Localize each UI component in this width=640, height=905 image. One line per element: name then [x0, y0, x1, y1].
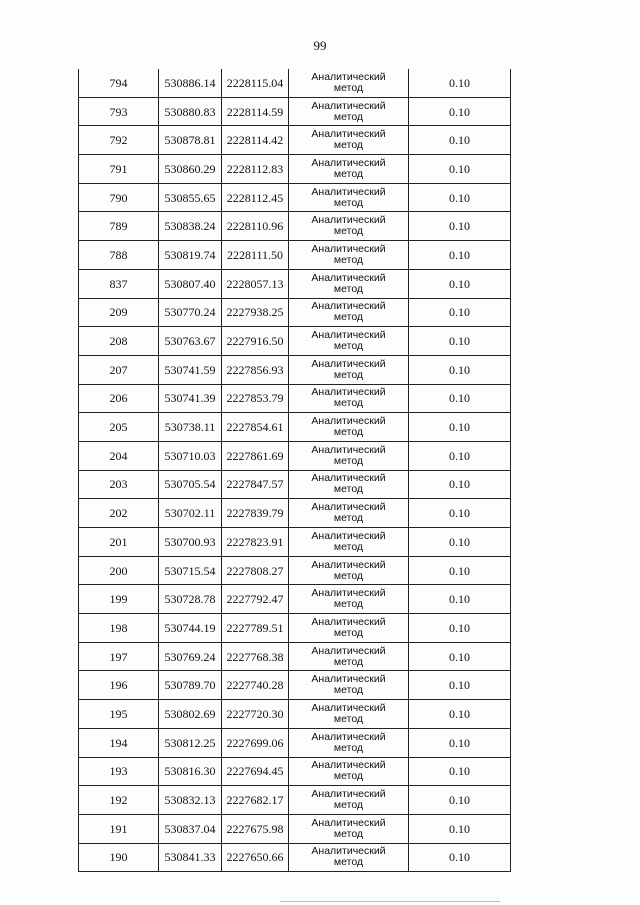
method-line-2: метод	[333, 827, 364, 840]
method-line-2: метод	[333, 81, 364, 94]
accuracy-cell: 0.10	[409, 700, 511, 729]
method-line-1: Аналитический	[311, 242, 386, 255]
x-coordinate-cell: 530763.67	[159, 327, 222, 356]
table-row	[79, 728, 511, 757]
method-line-1: Аналитический	[311, 558, 386, 571]
method-line-2: метод	[333, 311, 364, 324]
point-number-cell: 190	[79, 843, 159, 872]
table-row	[79, 413, 511, 442]
method-line-2: метод	[333, 770, 364, 783]
y-coordinate-cell: 2227650.66	[222, 843, 289, 872]
table-row	[79, 642, 511, 671]
accuracy-cell: 0.10	[409, 155, 511, 184]
accuracy-cell: 0.10	[409, 126, 511, 155]
method-line-1: Аналитический	[311, 730, 386, 743]
method-line-1: Аналитический	[311, 128, 386, 141]
method-cell	[289, 298, 409, 327]
y-coordinate-cell: 2228111.50	[222, 241, 289, 270]
point-number-cell: 199	[79, 585, 159, 614]
method-cell	[289, 671, 409, 700]
x-coordinate-cell: 530710.03	[159, 441, 222, 470]
x-coordinate-cell: 530738.11	[159, 413, 222, 442]
method-line-2: метод	[333, 741, 364, 754]
accuracy-cell: 0.10	[409, 728, 511, 757]
point-number-cell: 792	[79, 126, 159, 155]
y-coordinate-cell: 2227853.79	[222, 384, 289, 413]
x-coordinate-cell: 530769.24	[159, 642, 222, 671]
accuracy-cell: 0.10	[409, 642, 511, 671]
point-number-cell: 791	[79, 155, 159, 184]
method-line-1: Аналитический	[311, 673, 386, 686]
method-cell	[289, 355, 409, 384]
x-coordinate-cell: 530741.39	[159, 384, 222, 413]
method-cell	[289, 212, 409, 241]
point-number-cell: 193	[79, 757, 159, 786]
method-cell	[289, 69, 409, 97]
point-number-cell: 191	[79, 814, 159, 843]
method-line-2: метод	[333, 139, 364, 152]
accuracy-cell: 0.10	[409, 327, 511, 356]
method-cell	[289, 183, 409, 212]
x-coordinate-cell: 530789.70	[159, 671, 222, 700]
table-row	[79, 327, 511, 356]
method-line-2: метод	[333, 368, 364, 381]
x-coordinate-cell: 530741.59	[159, 355, 222, 384]
point-number-cell: 192	[79, 786, 159, 815]
table-row	[79, 269, 511, 298]
table-row	[79, 183, 511, 212]
method-line-1: Аналитический	[311, 185, 386, 198]
table-row	[79, 355, 511, 384]
point-number-cell: 202	[79, 499, 159, 528]
method-line-1: Аналитический	[311, 529, 386, 542]
method-line-2: метод	[333, 799, 364, 812]
method-line-1: Аналитический	[311, 271, 386, 284]
table-row	[79, 556, 511, 585]
coordinates-table-body	[79, 69, 511, 872]
method-cell	[289, 528, 409, 557]
method-cell	[289, 585, 409, 614]
table-row	[79, 470, 511, 499]
table-row	[79, 700, 511, 729]
x-coordinate-cell: 530812.25	[159, 728, 222, 757]
table-row	[79, 212, 511, 241]
method-line-1: Аналитический	[311, 300, 386, 313]
method-line-2: метод	[333, 512, 364, 525]
point-number-cell: 790	[79, 183, 159, 212]
accuracy-cell: 0.10	[409, 441, 511, 470]
point-number-cell: 789	[79, 212, 159, 241]
point-number-cell: 203	[79, 470, 159, 499]
accuracy-cell: 0.10	[409, 757, 511, 786]
method-line-2: метод	[333, 340, 364, 353]
method-line-1: Аналитический	[311, 472, 386, 485]
method-cell	[289, 413, 409, 442]
y-coordinate-cell: 2227720.30	[222, 700, 289, 729]
table-row	[79, 441, 511, 470]
accuracy-cell: 0.10	[409, 69, 511, 97]
method-line-2: метод	[333, 483, 364, 496]
point-number-cell: 196	[79, 671, 159, 700]
method-cell	[289, 470, 409, 499]
y-coordinate-cell: 2227808.27	[222, 556, 289, 585]
point-number-cell: 206	[79, 384, 159, 413]
method-cell	[289, 441, 409, 470]
accuracy-cell: 0.10	[409, 614, 511, 643]
y-coordinate-cell: 2227682.17	[222, 786, 289, 815]
method-line-1: Аналитический	[311, 816, 386, 829]
table-row	[79, 126, 511, 155]
accuracy-cell: 0.10	[409, 470, 511, 499]
table-row	[79, 585, 511, 614]
method-cell	[289, 814, 409, 843]
method-cell	[289, 700, 409, 729]
y-coordinate-cell: 2228057.13	[222, 269, 289, 298]
y-coordinate-cell: 2227789.51	[222, 614, 289, 643]
x-coordinate-cell: 530837.04	[159, 814, 222, 843]
method-cell	[289, 384, 409, 413]
method-line-1: Аналитический	[311, 587, 386, 600]
method-line-1: Аналитический	[311, 415, 386, 428]
method-line-1: Аналитический	[311, 329, 386, 342]
method-line-2: метод	[333, 598, 364, 611]
x-coordinate-cell: 530838.24	[159, 212, 222, 241]
method-cell	[289, 614, 409, 643]
x-coordinate-cell: 530819.74	[159, 241, 222, 270]
table-row	[79, 843, 511, 872]
x-coordinate-cell: 530728.78	[159, 585, 222, 614]
y-coordinate-cell: 2227856.93	[222, 355, 289, 384]
point-number-cell: 201	[79, 528, 159, 557]
point-number-cell: 208	[79, 327, 159, 356]
y-coordinate-cell: 2228115.04	[222, 69, 289, 97]
table-row	[79, 499, 511, 528]
x-coordinate-cell: 530841.33	[159, 843, 222, 872]
accuracy-cell: 0.10	[409, 499, 511, 528]
accuracy-cell: 0.10	[409, 786, 511, 815]
accuracy-cell: 0.10	[409, 212, 511, 241]
point-number-cell: 207	[79, 355, 159, 384]
x-coordinate-cell: 530802.69	[159, 700, 222, 729]
x-coordinate-cell: 530860.29	[159, 155, 222, 184]
method-line-1: Аналитический	[311, 156, 386, 169]
y-coordinate-cell: 2227740.28	[222, 671, 289, 700]
method-line-2: метод	[333, 856, 364, 869]
method-cell	[289, 556, 409, 585]
y-coordinate-cell: 2227694.45	[222, 757, 289, 786]
y-coordinate-cell: 2227699.06	[222, 728, 289, 757]
accuracy-cell: 0.10	[409, 843, 511, 872]
y-coordinate-cell: 2227675.98	[222, 814, 289, 843]
table-row	[79, 241, 511, 270]
table-row	[79, 814, 511, 843]
page-number: 99	[313, 38, 327, 53]
point-number-cell: 788	[79, 241, 159, 270]
coordinates-table	[78, 69, 511, 872]
method-cell	[289, 728, 409, 757]
point-number-cell: 204	[79, 441, 159, 470]
x-coordinate-cell: 530832.13	[159, 786, 222, 815]
x-coordinate-cell: 530705.54	[159, 470, 222, 499]
y-coordinate-cell: 2227861.69	[222, 441, 289, 470]
table-row	[79, 384, 511, 413]
x-coordinate-cell: 530878.81	[159, 126, 222, 155]
method-line-1: Аналитический	[311, 615, 386, 628]
x-coordinate-cell: 530702.11	[159, 499, 222, 528]
accuracy-cell: 0.10	[409, 556, 511, 585]
method-cell	[289, 155, 409, 184]
method-line-2: метод	[333, 454, 364, 467]
point-number-cell: 197	[79, 642, 159, 671]
method-line-2: метод	[333, 282, 364, 295]
method-cell	[289, 642, 409, 671]
x-coordinate-cell: 530807.40	[159, 269, 222, 298]
method-line-1: Аналитический	[311, 759, 386, 772]
accuracy-cell: 0.10	[409, 528, 511, 557]
method-line-2: метод	[333, 397, 364, 410]
method-line-1: Аналитический	[311, 99, 386, 112]
accuracy-cell: 0.10	[409, 413, 511, 442]
method-line-2: метод	[333, 626, 364, 639]
point-number-cell: 205	[79, 413, 159, 442]
point-number-cell: 195	[79, 700, 159, 729]
method-cell	[289, 786, 409, 815]
y-coordinate-cell: 2227847.57	[222, 470, 289, 499]
method-line-1: Аналитический	[311, 845, 386, 858]
method-cell	[289, 843, 409, 872]
accuracy-cell: 0.10	[409, 384, 511, 413]
method-line-2: метод	[333, 569, 364, 582]
point-number-cell: 198	[79, 614, 159, 643]
x-coordinate-cell: 530855.65	[159, 183, 222, 212]
method-cell	[289, 499, 409, 528]
method-line-1: Аналитический	[311, 214, 386, 227]
bottom-divider	[280, 901, 500, 902]
table-row	[79, 671, 511, 700]
point-number-cell: 837	[79, 269, 159, 298]
method-line-2: метод	[333, 426, 364, 439]
y-coordinate-cell: 2227823.91	[222, 528, 289, 557]
method-line-1: Аналитический	[311, 443, 386, 456]
method-cell	[289, 757, 409, 786]
method-line-2: метод	[333, 225, 364, 238]
table-row	[79, 69, 511, 97]
table-row	[79, 757, 511, 786]
y-coordinate-cell: 2228112.45	[222, 183, 289, 212]
y-coordinate-cell: 2228110.96	[222, 212, 289, 241]
accuracy-cell: 0.10	[409, 585, 511, 614]
y-coordinate-cell: 2227854.61	[222, 413, 289, 442]
method-cell	[289, 126, 409, 155]
x-coordinate-cell: 530816.30	[159, 757, 222, 786]
method-cell	[289, 269, 409, 298]
accuracy-cell: 0.10	[409, 671, 511, 700]
method-line-2: метод	[333, 167, 364, 180]
table-row	[79, 97, 511, 126]
x-coordinate-cell: 530770.24	[159, 298, 222, 327]
table-row	[79, 614, 511, 643]
method-cell	[289, 241, 409, 270]
y-coordinate-cell: 2227839.79	[222, 499, 289, 528]
table-row	[79, 786, 511, 815]
accuracy-cell: 0.10	[409, 269, 511, 298]
accuracy-cell: 0.10	[409, 241, 511, 270]
method-line-1: Аналитический	[311, 386, 386, 399]
table-row	[79, 528, 511, 557]
method-cell	[289, 327, 409, 356]
method-line-2: метод	[333, 110, 364, 123]
y-coordinate-cell: 2228114.59	[222, 97, 289, 126]
x-coordinate-cell: 530744.19	[159, 614, 222, 643]
point-number-cell: 793	[79, 97, 159, 126]
method-line-1: Аналитический	[311, 70, 386, 83]
point-number-cell: 209	[79, 298, 159, 327]
accuracy-cell: 0.10	[409, 814, 511, 843]
method-line-1: Аналитический	[311, 357, 386, 370]
method-line-2: метод	[333, 655, 364, 668]
point-number-cell: 200	[79, 556, 159, 585]
method-line-2: метод	[333, 196, 364, 209]
method-line-2: метод	[333, 540, 364, 553]
accuracy-cell: 0.10	[409, 183, 511, 212]
point-number-cell: 194	[79, 728, 159, 757]
y-coordinate-cell: 2227938.25	[222, 298, 289, 327]
y-coordinate-cell: 2227916.50	[222, 327, 289, 356]
method-line-1: Аналитический	[311, 788, 386, 801]
y-coordinate-cell: 2228112.83	[222, 155, 289, 184]
method-line-1: Аналитический	[311, 701, 386, 714]
point-number-cell: 794	[79, 69, 159, 97]
method-line-2: метод	[333, 712, 364, 725]
x-coordinate-cell: 530700.93	[159, 528, 222, 557]
y-coordinate-cell: 2227768.38	[222, 642, 289, 671]
table-row	[79, 298, 511, 327]
accuracy-cell: 0.10	[409, 355, 511, 384]
accuracy-cell: 0.10	[409, 97, 511, 126]
accuracy-cell: 0.10	[409, 298, 511, 327]
method-line-1: Аналитический	[311, 644, 386, 657]
table-row	[79, 155, 511, 184]
method-line-2: метод	[333, 253, 364, 266]
method-line-2: метод	[333, 684, 364, 697]
y-coordinate-cell: 2227792.47	[222, 585, 289, 614]
y-coordinate-cell: 2228114.42	[222, 126, 289, 155]
method-line-1: Аналитический	[311, 501, 386, 514]
x-coordinate-cell: 530880.83	[159, 97, 222, 126]
x-coordinate-cell: 530715.54	[159, 556, 222, 585]
method-cell	[289, 97, 409, 126]
x-coordinate-cell: 530886.14	[159, 69, 222, 97]
